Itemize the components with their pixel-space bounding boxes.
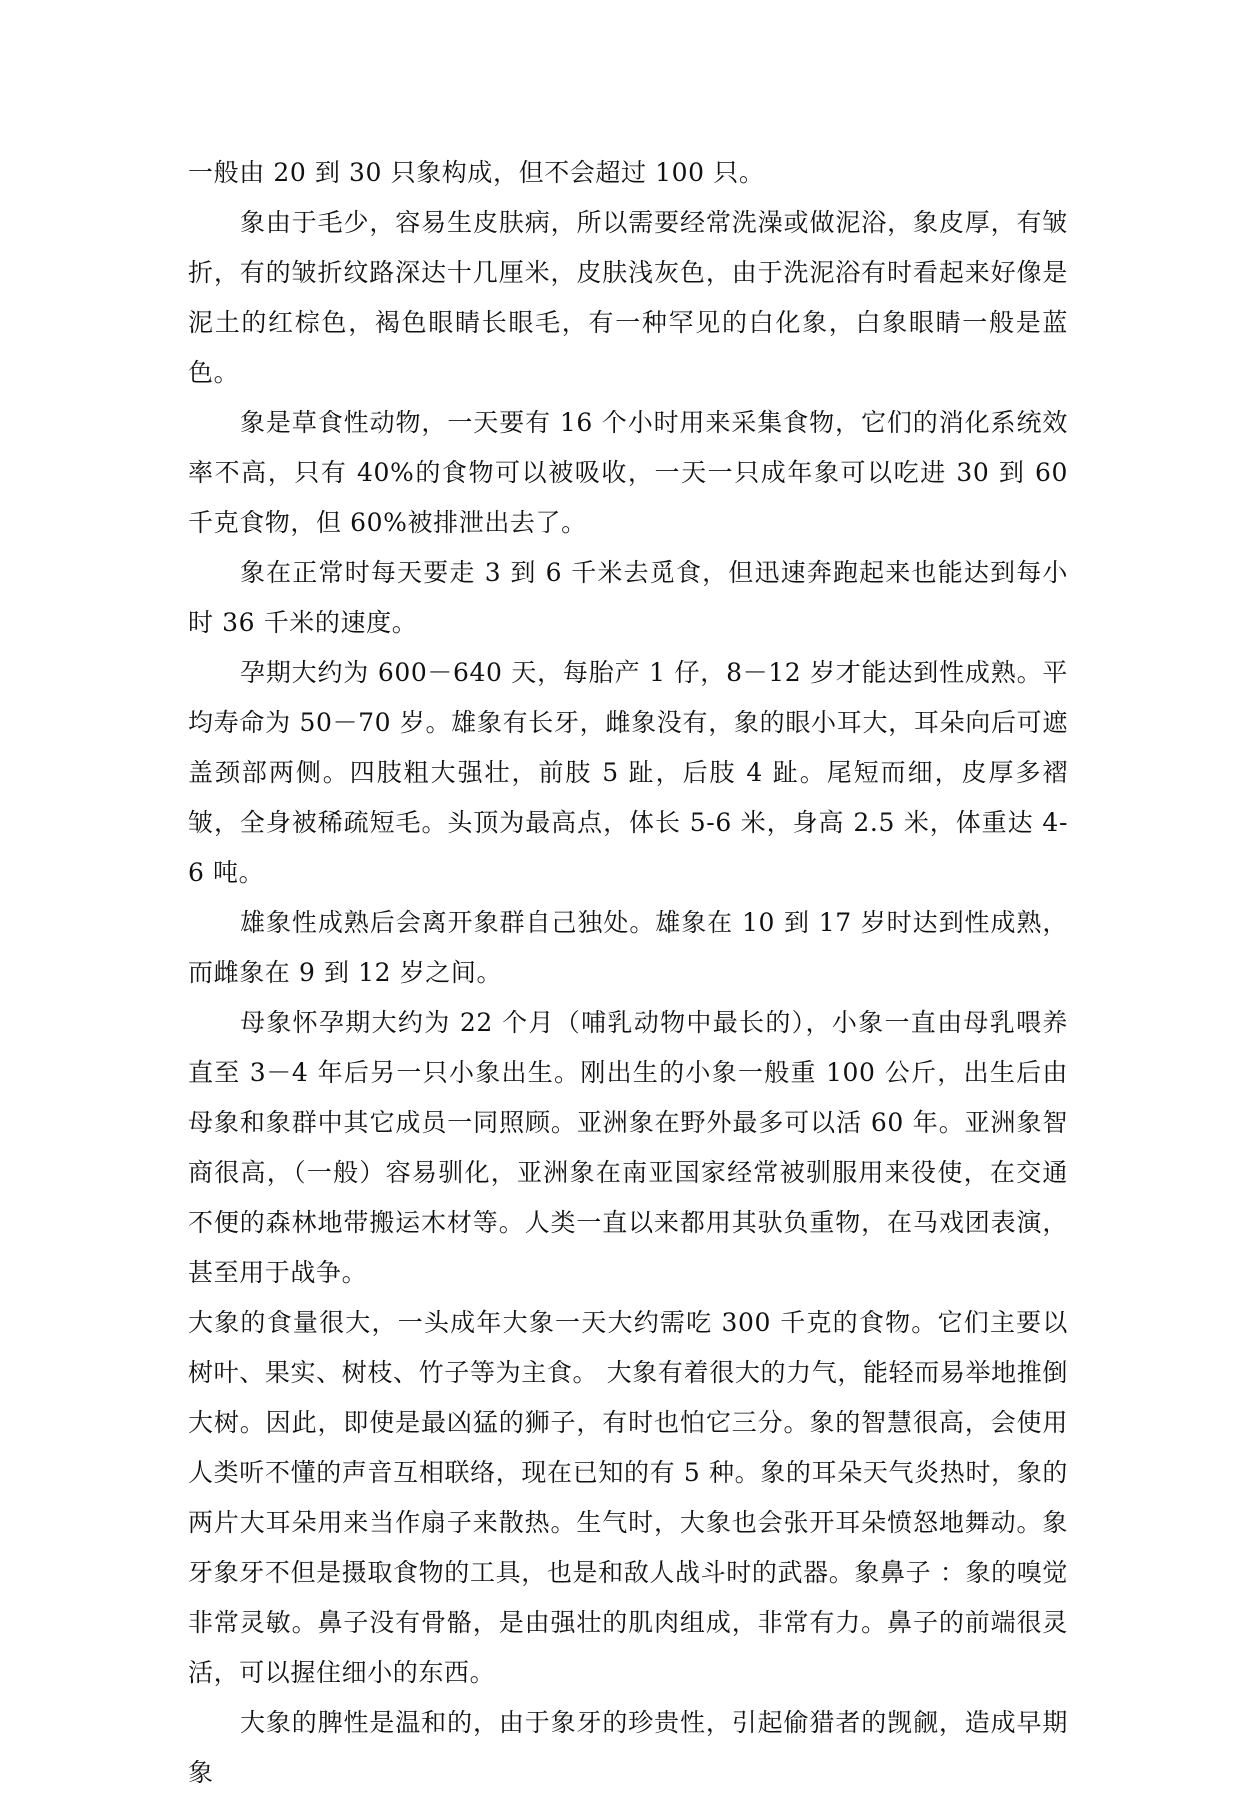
document-body [188, 148, 1068, 1798]
paragraph-4: 象在正常时每天要走 3 到 6 千米去觅食，但迅速奔跑起来也能达到每小时 36 千米的速度。 [188, 558, 1068, 637]
paragraph-2: 象由于毛少，容易生皮肤病，所以需要经常洗澡或做泥浴，象皮厚，有皱折，有的皱折纹路深达十几厘米，皮肤浅灰色，由于洗泥浴有时看起来好像是泥土的红棕色，褐色眼睛长眼毛，有一种罕见的白化象，白象眼睛一般是蓝色。 [188, 208, 1068, 387]
paragraph-1: 一般由 20 到 30 只象构成，但不会超过 100 只。 [188, 158, 765, 187]
paragraph-9: 大象的脾性是温和的，由于象牙的珍贵性，引起偷猎者的觊觎，造成早期象 [188, 1708, 1068, 1787]
paragraph-3: 象是草食性动物，一天要有 16 个小时用来采集食物，它们的消化系统效率不高，只有 40%的食物可以被吸收，一天一只成年象可以吃进 30 到 60 千克食物，但 60%被排泄出去了。 [188, 408, 1068, 537]
paragraph-6: 雄象性成熟后会离开象群自己独处。雄象在 10 到 17 岁时达到性成熟，而雌象在 9 到 12 岁之间。 [188, 908, 1068, 987]
paragraph-7: 母象怀孕期大约为 22 个月（哺乳动物中最长的），小象一直由母乳喂养直至 3－4 年后另一只小象出生。刚出生的小象一般重 100 公斤，出生后由母象和象群中其它成员一同照顾。亚洲象在野外最多可以活 60 年。亚洲象智商很高，（一般）容易驯化，亚洲象在南亚国家经常被驯服用来役使，在交通不便的森林地带搬运木材等。人类一直以来都用其驮负重物，在马戏团表演，甚至用于战争。 [188, 1008, 1068, 1287]
paragraph-8: 大象的食量很大，一头成年大象一天大约需吃 300 千克的食物。它们主要以树叶、果实、树枝、竹子等为主食。 大象有着很大的力气，能轻而易举地推倒大树。因此，即使是最凶猛的狮子，有时也怕它三分。象的智慧很高，会使用人类听不懂的声音互相联络，现在已知的有 5 种。象的耳朵天气炎热时，象的两片大耳朵用来当作扇子来散热。生气时，大象也会张开耳朵愤怒地舞动。象牙象牙不但是摄取食物的工具，也是和敌人战斗时的武器。象鼻子 ：象的嗅觉非常灵敏。鼻子没有骨骼，是由强壮的肌肉组成，非常有力。鼻子的前端很灵活，可以握住细小的东西。 [188, 1308, 1068, 1687]
paragraph-5: 孕期大约为 600－640 天，每胎产 1 仔，8－12 岁才能达到性成熟。平均寿命为 50－70 岁。雄象有长牙，雌象没有，象的眼小耳大，耳朵向后可遮盖颈部两侧。四肢粗大强壮，前肢 5 趾，后肢 4 趾。尾短而细，皮厚多褶皱，全身被稀疏短毛。头顶为最高点，体长 5-6 米，身高 2.5 米，体重达 4-6 吨。 [188, 658, 1068, 887]
